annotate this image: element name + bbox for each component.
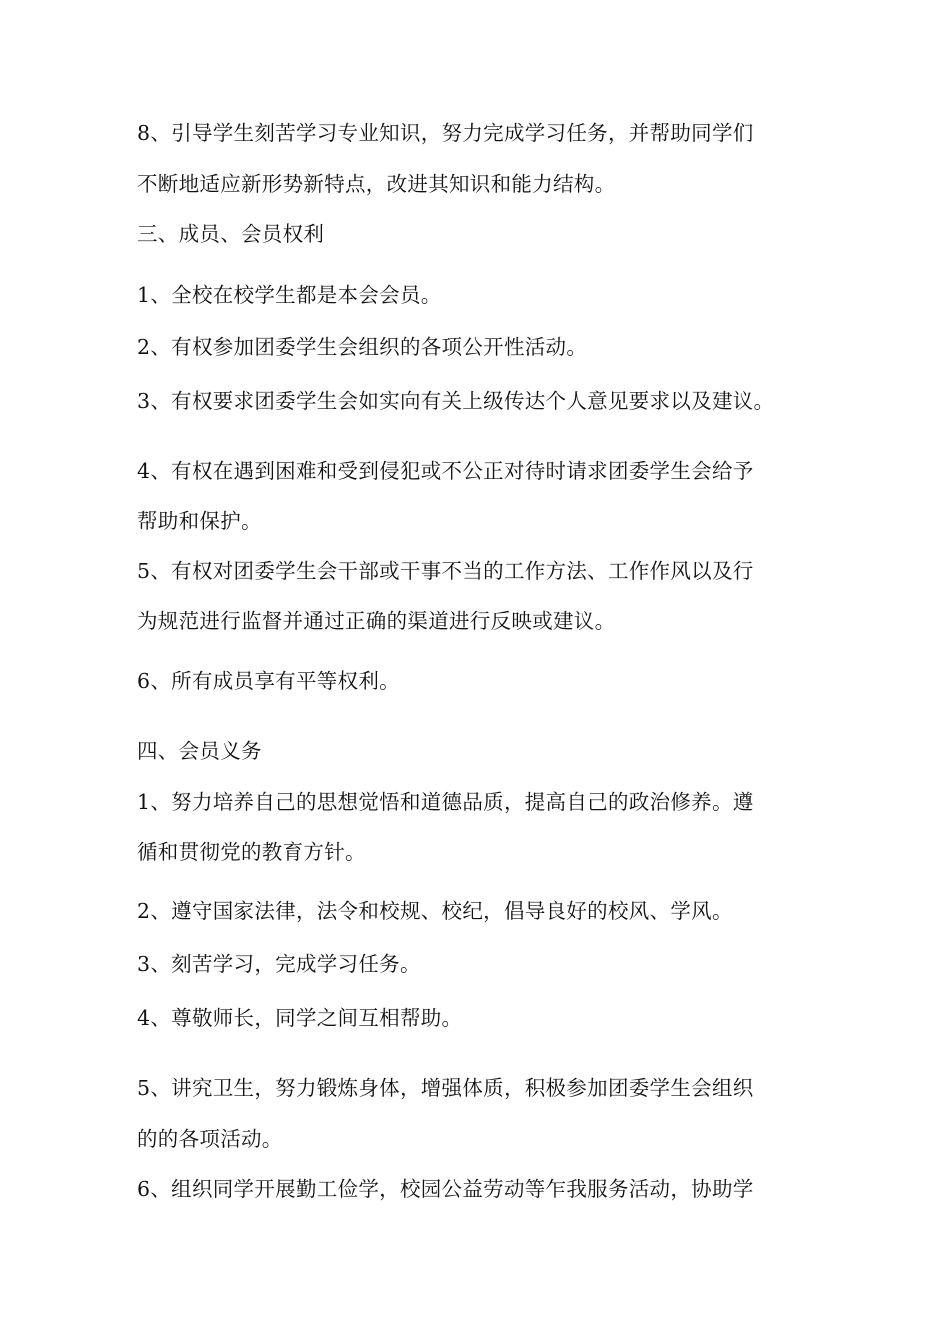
section-heading: 三、成员、会员权利 (137, 222, 325, 246)
text-line: 4、有权在遇到困难和受到侵犯或不公正对待时请求团委学生会给予 (137, 459, 754, 483)
text-line: 3、有权要求团委学生会如实向有关上级传达个人意见要求以及建议。 (137, 389, 775, 413)
text-line: 1、全校在校学生都是本会会员。 (137, 283, 442, 307)
text-line: 不断地适应新形势新特点，改进其知识和能力结构。 (137, 172, 616, 196)
text-line: 6、所有成员享有平等权利。 (137, 669, 400, 693)
text-line: 5、有权对团委学生会干部或干事不当的工作方法、工作作风以及行 (137, 559, 754, 583)
text-line: 2、遵守国家法律，法令和校规、校纪，倡导良好的校风、学风。 (137, 899, 733, 923)
text-line: 5、讲究卫生，努力锻炼身体，增强体质，积极参加团委学生会组织 (137, 1076, 754, 1100)
text-line: 1、努力培养自己的思想觉悟和道德品质，提高自己的政治修养。遵 (137, 790, 754, 814)
text-line: 3、刻苦学习，完成学习任务。 (137, 952, 421, 976)
text-line: 2、有权参加团委学生会组织的各项公开性活动。 (137, 335, 588, 359)
text-line: 为规范进行监督并通过正确的渠道进行反映或建议。 (137, 609, 616, 633)
section-heading: 四、会员义务 (137, 739, 262, 763)
text-line: 帮助和保护。 (137, 509, 262, 533)
text-line: 8、引导学生刻苦学习专业知识，努力完成学习任务，并帮助同学们 (137, 121, 754, 145)
text-line: 的的各项活动。 (137, 1127, 283, 1151)
text-line: 6、组织同学开展勤工俭学，校园公益劳动等乍我服务活动，协助学 (137, 1177, 754, 1201)
text-line: 循和贯彻党的教育方针。 (137, 840, 366, 864)
text-line: 4、尊敬师长，同学之间互相帮助。 (137, 1006, 463, 1030)
